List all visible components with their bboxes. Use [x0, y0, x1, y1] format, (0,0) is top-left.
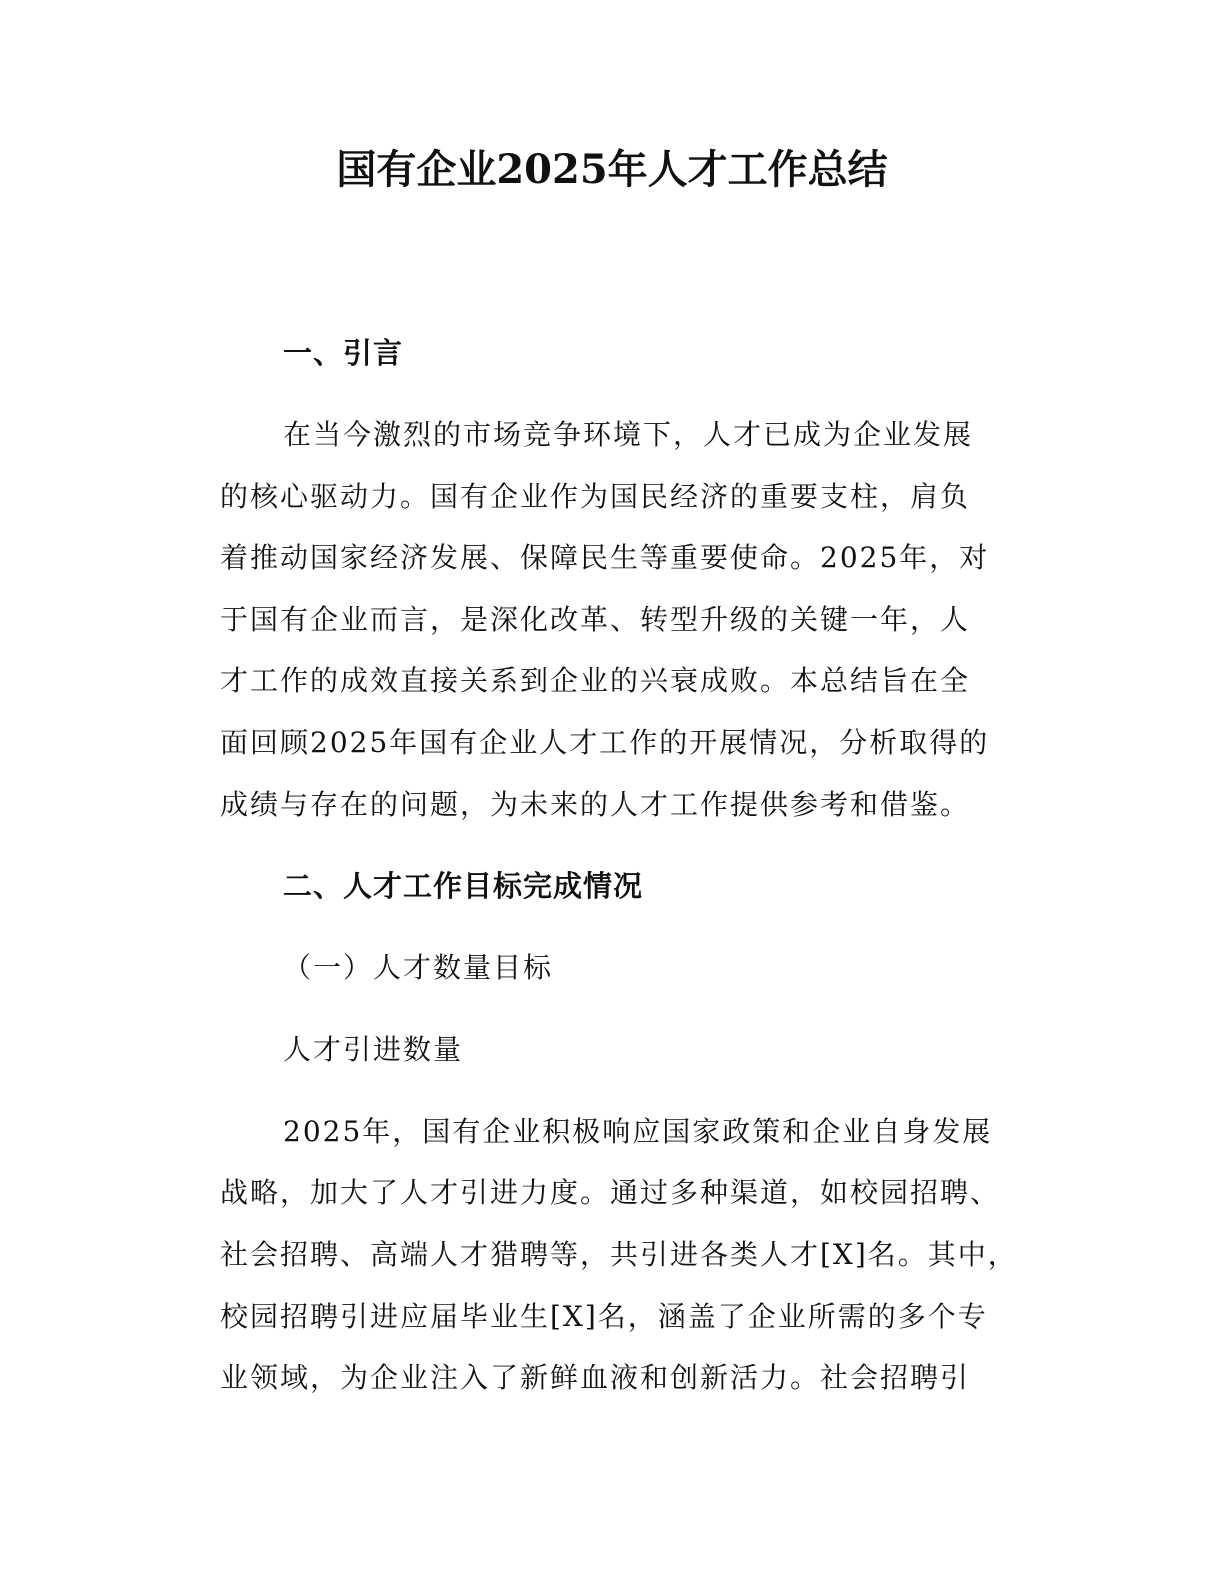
paragraph-line: 2025年，国有企业积极响应国家政策和企业自身发展: [283, 1115, 993, 1148]
subsection-heading: （一）人才数量目标: [283, 951, 554, 984]
paragraph-line: 成绩与存在的问题，为未来的人才工作提供参考和借鉴。: [220, 788, 971, 821]
paragraph-line: 的核心驱动力。国有企业作为国民经济的重要支柱，肩负: [220, 480, 971, 513]
paragraph-line: 着推动国家经济发展、保障民生等重要使命。2025年，对: [220, 541, 990, 574]
paragraph-line: 面回顾2025年国有企业人才工作的开展情况，分析取得的: [220, 726, 990, 759]
paragraph-line: 于国有企业而言，是深化改革、转型升级的关键一年，人: [220, 603, 971, 636]
paragraph-line: 校园招聘引进应届毕业生[X]名，涵盖了企业所需的多个专: [220, 1300, 988, 1333]
paragraph-line: 战略，加大了人才引进力度。通过多种渠道，如校园招聘、: [220, 1176, 1001, 1209]
paragraph-line: 社会招聘、高端人才猎聘等，共引进各类人才[X]名。其中，: [220, 1238, 1018, 1271]
paragraph-line: 才工作的成效直接关系到企业的兴衰成败。本总结旨在全: [220, 664, 971, 697]
paragraph-line: 在当今激烈的市场竞争环境下，人才已成为企业发展: [283, 418, 974, 451]
document-title: 国有企业2025年人才工作总结: [336, 146, 888, 193]
subtopic-heading: 人才引进数量: [283, 1033, 464, 1066]
paragraph-line: 业领域，为企业注入了新鲜血液和创新活力。社会招聘引: [220, 1361, 971, 1394]
section-heading-goals: 二、人才工作目标完成情况: [283, 869, 644, 903]
section-heading-introduction: 一、引言: [283, 336, 404, 370]
